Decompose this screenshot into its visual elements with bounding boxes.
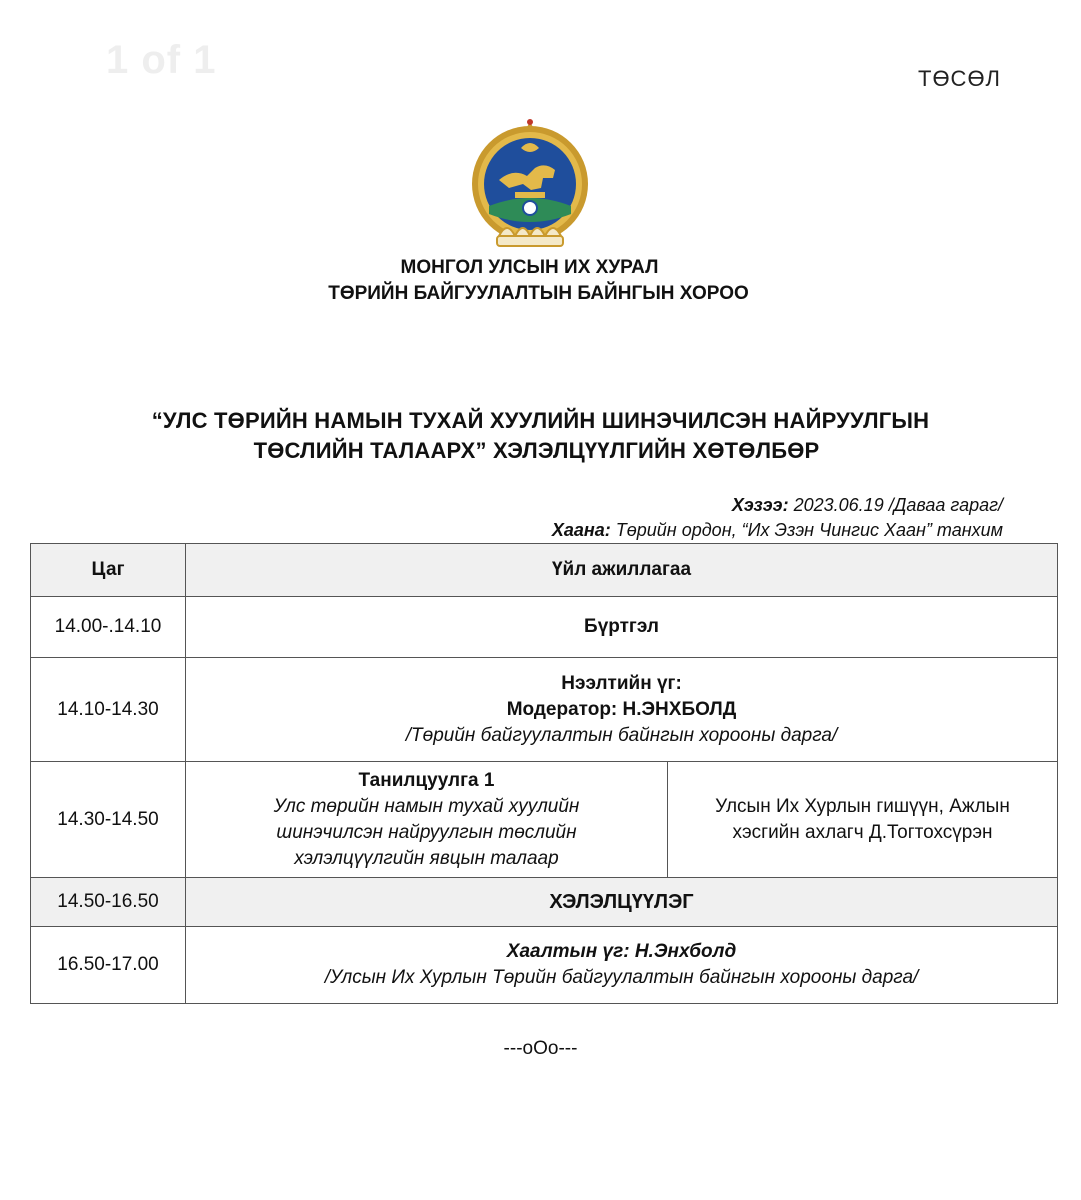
closing-speaker-title: /Улсын Их Хурлын Төрийн байгуулалтын байнгын хорооны дарга/	[324, 967, 919, 988]
speaker-line: Улсын Их Хурлын гишүүн, Ажлын	[715, 795, 1010, 817]
row-activity	[186, 927, 1058, 1004]
moderator-title: /Төрийн байгуулалтын байнгын хорооны дарга/	[405, 724, 838, 746]
row-activity: ХЭЛЭЛЦҮҮЛЭГ	[186, 878, 1058, 927]
table-row	[31, 658, 1058, 762]
presentation-speaker	[668, 762, 1058, 878]
committee-name: ТӨРИЙН БАЙГУУЛАЛТЫН БАЙНГЫН ХОРОО	[328, 283, 749, 304]
program-title-line1: “УЛС ТӨРИЙН НАМЫН ТУХАЙ ХУУЛИЙН ШИНЭЧИЛСЭН НАЙРУУЛГЫН	[151, 408, 930, 433]
event-location-value: Төрийн ордон, “Их Эзэн Чингис Хаан” танхим	[610, 520, 1003, 540]
table-row	[31, 762, 1058, 878]
presentation-desc-line: шинэчилсэн найруулгын төслийн	[276, 821, 577, 843]
event-date-value: 2023.06.19 /Даваа гараг/	[788, 495, 1003, 515]
row-time: 16.50-17.00	[31, 927, 186, 1004]
row-activity	[186, 658, 1058, 762]
program-table	[30, 543, 1058, 1004]
opening-remarks-label: Нээлтийн үг:	[561, 672, 682, 694]
event-location	[552, 520, 1003, 541]
row-time: 14.30-14.50	[31, 762, 186, 878]
table-row	[31, 878, 1058, 927]
event-date-label: Хэзээ:	[731, 495, 789, 515]
closing-mark: ---oOo---	[503, 1038, 578, 1059]
presentation-desc-line: хэлэлцүүлгийн явцын талаар	[294, 847, 559, 869]
row-activity: Бүртгэл	[186, 597, 1058, 658]
presentation-title: Танилцуулга 1	[358, 769, 495, 791]
table-row	[31, 597, 1058, 658]
event-date	[732, 495, 1003, 516]
table-row	[31, 927, 1058, 1004]
page-counter: 1 of 1	[106, 38, 217, 82]
presentation-desc-line: Улс төрийн намын тухай хуулийн	[273, 795, 580, 817]
row-time: 14.00-.14.10	[31, 597, 186, 658]
moderator-name: Модератор: Н.ЭНХБОЛД	[506, 698, 737, 720]
speaker-line: хэсгийн ахлагч Д.Тогтохсүрэн	[732, 821, 993, 843]
closing-remarks-label: Хаалтын үг: Н.Энхболд	[506, 941, 737, 962]
program-title-line2: ТӨСЛИЙН ТАЛААРХ” ХЭЛЭЛЦҮҮЛГИЙН ХӨТӨЛБӨР	[253, 438, 820, 463]
activity-column-header: Үйл ажиллагаа	[186, 544, 1058, 597]
presentation-topic	[186, 762, 668, 878]
draft-label: ТӨСӨЛ	[918, 66, 1001, 91]
row-time: 14.50-16.50	[31, 878, 186, 927]
event-location-label: Хаана:	[551, 520, 611, 540]
row-time: 14.10-14.30	[31, 658, 186, 762]
state-emblem-icon	[469, 118, 591, 254]
parliament-name: МОНГОЛ УЛСЫН ИХ ХУРАЛ	[400, 257, 659, 278]
time-column-header: Цаг	[31, 544, 186, 597]
table-header-row	[31, 544, 1058, 597]
